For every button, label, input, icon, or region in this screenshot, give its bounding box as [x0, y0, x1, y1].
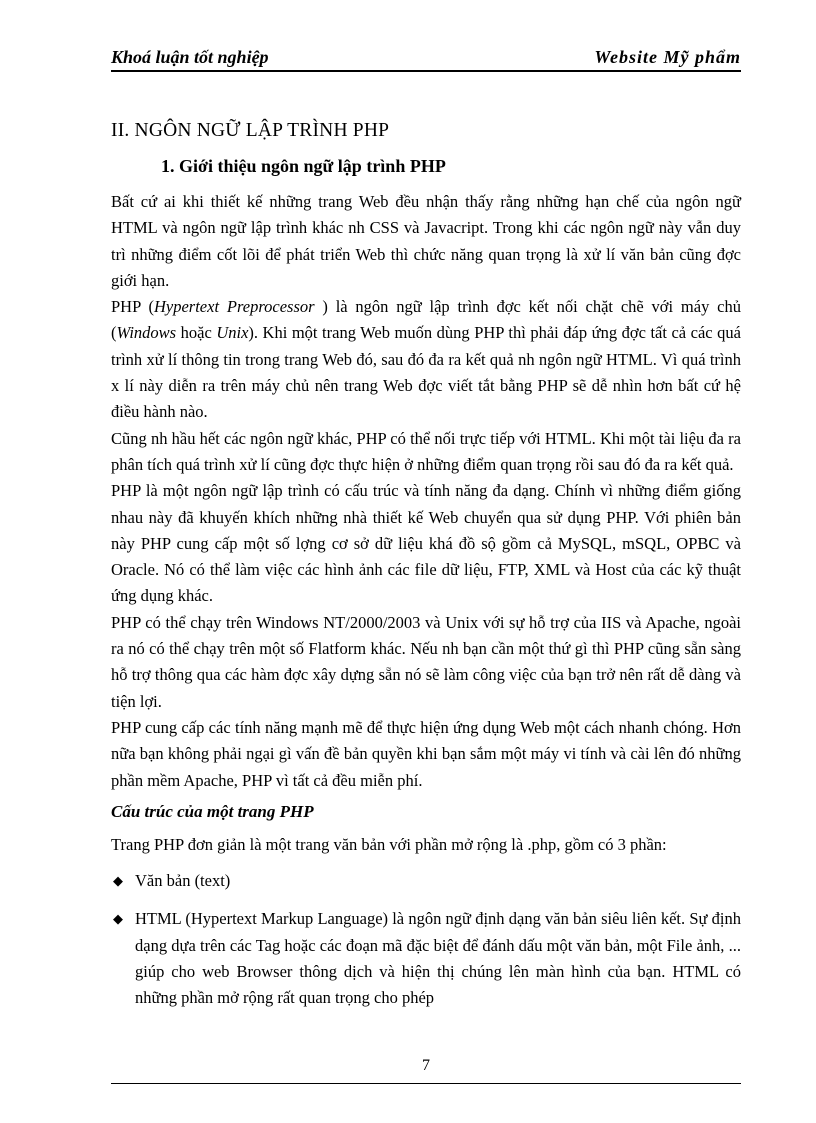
page-body: [111, 120, 741, 1024]
section-title: II. NGÔN NGỮ LẬP TRÌNH PHP: [111, 120, 390, 141]
paragraph-3: Cũng nh hầu hết các ngôn ngữ khác, PHP có thể nối trực tiếp với HTML. Khi một tài liệu đa ra phân tích quá trình xử lí cũng đợc thực hiện ở những điểm quan trọng rồi sau đó đa ra kết quả.: [111, 428, 741, 474]
paragraph-6: PHP cung cấp các tính năng mạnh mẽ để thực hiện ứng dụng Web một cách nhanh chóng. Hơn nữa bạn không phải ngại gì vấn đề bản quyền khi bạn sắm một máy vi tính và cài lên đó những phần mềm Apache, PHP vì tất cả đều miễn phí.: [111, 717, 741, 790]
list-item-text: Văn bản (text): [135, 871, 231, 891]
paragraph-2: [111, 294, 741, 425]
p2-text-g: ). Khi một trang Web muốn dùng PHP thì phải đáp ứng đợc tất cả các quá trình xử lí thông tin trong trang Web đó, sau đó đa ra kết quả nh ngôn ngữ HTML. Vì quá trình x lí này diễn ra trên máy chủ nên trang Web đợc viết tắt bằng PHP sẽ dễ nhìn hơn bất cứ hệ điều hành nào.: [111, 323, 741, 422]
list-item: [111, 906, 741, 1011]
footer-divider: [111, 1083, 741, 1084]
p2-term-windows: Windows: [116, 323, 177, 343]
paragraph-1: Bất cứ ai khi thiết kế những trang Web đều nhận thấy rằng những hạn chế của ngôn ngữ HTML và ngôn ngữ lập trình khác nh CSS và Javacript. Trong khi các ngôn ngữ này vẫn duy trì những điểm cốt lõi để phát triển Web thì chức năng quan trọng là xử lí văn bản cũng đợc giới hạn.: [111, 192, 741, 290]
page-number: 7: [422, 1057, 430, 1074]
list-item-text: HTML (Hypertext Markup Language) là ngôn ngữ định dạng văn bản siêu liên kết. Sự định dạng dựa trên các Tag hoặc các đoạn mã đặc biệt để đánh dấu một văn bản, một File ảnh, ... giúp cho web Browser thông dịch và hiện thị chúng lên màn hình của bạn. HTML có những phần mở rộng rất quan trọng cho phép: [135, 909, 741, 1008]
diamond-bullet-icon: ◆: [113, 873, 123, 889]
diamond-bullet-icon: ◆: [113, 911, 123, 927]
p2-text-e: hoặc: [176, 323, 217, 343]
p2-term-unix: Unix: [216, 323, 249, 343]
structure-intro: Trang PHP đơn giản là một trang văn bản với phần mở rộng là .php, gồm có 3 phần:: [111, 834, 667, 854]
p2-text-a: PHP (: [111, 297, 154, 317]
p2-text-c: ) là ngôn ngữ lập trình đợc kết nối chặt chẽ với máy chủ (: [111, 297, 741, 343]
list-item: [111, 868, 741, 894]
header-left-title: Khoá luận tốt nghiệp: [111, 47, 269, 67]
paragraph-5: PHP có thể chạy trên Windows NT/2000/2003 và Unix với sự hỗ trợ của IIS và Apache, ngoài ra nó có thể chạy trên một số Flatform khác. Nếu nh bạn cần một thứ gì thì PHP cũng sẵn sàng hỗ trợ thông qua các hàm đợc xây dựng sẵn nó sẽ làm công việc của bạn trở nên rất dễ dàng và tiện lợi.: [111, 612, 741, 711]
page-header: [111, 44, 741, 72]
p2-term-hypertext: Hypertext Preprocessor: [153, 297, 315, 317]
subsection-title: 1. Giới thiệu ngôn ngữ lập trình PHP: [161, 156, 446, 176]
header-right-title: Website Mỹ phẩm: [594, 47, 741, 67]
paragraph-4: PHP là một ngôn ngữ lập trình có cấu trúc và tính năng đa dạng. Chính vì những điểm giống nhau này đã khuyến khích những nhà thiết kế Web chuyển qua sử dụng PHP. Với phiên bản này PHP cung cấp một số lợng cơ sở dữ liệu khá đồ sộ gồm cả MySQL, mSQL, OPBC và Oracle. Nó có thể làm việc các hình ảnh các file dữ liệu, FTP, XML và Host của các kỹ thuật ứng dụng khác.: [111, 481, 741, 606]
structure-heading: Cấu trúc của một trang PHP: [111, 801, 314, 821]
